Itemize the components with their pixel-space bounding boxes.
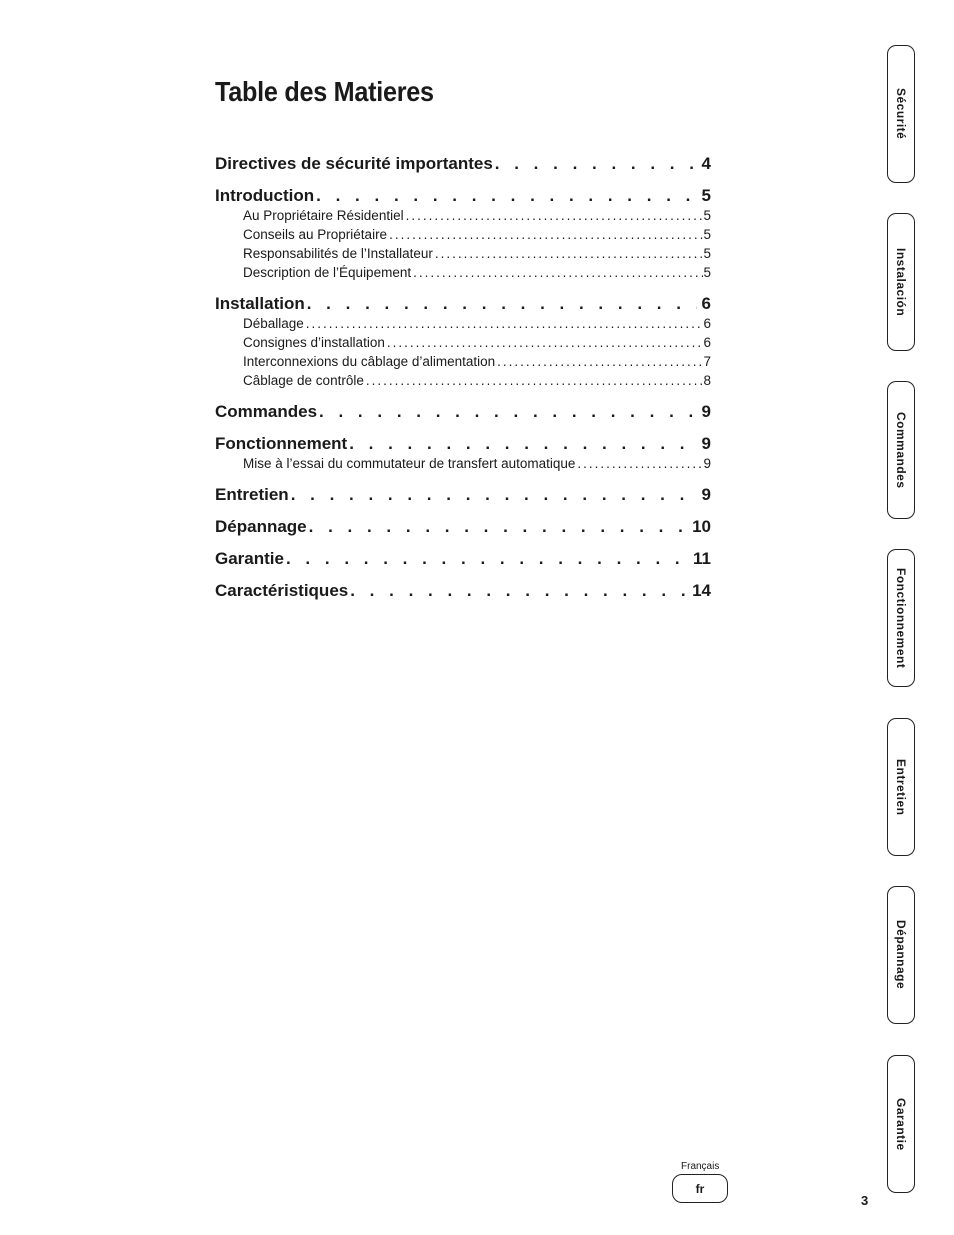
toc-entry-page: 6 <box>701 294 711 313</box>
toc-entry-label: Introduction <box>215 186 315 205</box>
dot-leader <box>307 517 692 537</box>
section-tab-label: Dépannage <box>894 920 908 990</box>
toc-section <box>215 402 711 422</box>
toc-entry[interactable] <box>215 402 711 422</box>
section-tab[interactable] <box>887 718 915 856</box>
toc-subentry[interactable] <box>243 225 711 244</box>
toc-entry[interactable] <box>215 434 711 454</box>
page-title: Table des Matieres <box>215 76 434 107</box>
section-tab-label: Commandes <box>894 411 908 489</box>
dot-leader <box>289 485 697 505</box>
toc-entry[interactable] <box>215 581 711 601</box>
toc-subentry-label: Au Propriétaire Résidentiel <box>243 208 404 223</box>
language-label: Français <box>681 1161 720 1172</box>
section-tab[interactable] <box>887 549 915 687</box>
toc-entry-label: Entretien <box>215 485 289 504</box>
language-code: fr <box>695 1181 705 1196</box>
toc-entry-page: 9 <box>701 434 711 453</box>
dot-leader <box>387 225 703 244</box>
toc-subentry-label: Mise à l’essai du commutateur de transfert automatique <box>243 456 576 471</box>
page-number: 3 <box>861 1193 869 1208</box>
toc-entry[interactable] <box>215 294 711 314</box>
toc-subentry[interactable] <box>243 454 711 473</box>
dot-leader <box>404 206 704 225</box>
dot-leader <box>433 244 704 263</box>
section-tab-label: Fonctionnement <box>894 567 908 669</box>
toc-entry[interactable] <box>215 517 711 537</box>
toc-entry-page: 5 <box>701 186 711 205</box>
dot-leader <box>304 314 704 333</box>
section-tab[interactable] <box>887 1055 915 1193</box>
section-tab-label: Garantie <box>894 1097 908 1151</box>
section-tab[interactable] <box>887 213 915 351</box>
toc-subentry-page: 5 <box>703 246 711 261</box>
section-tab[interactable] <box>887 886 915 1024</box>
toc-section <box>215 154 711 174</box>
toc-entry-label: Garantie <box>215 549 284 568</box>
dot-leader <box>284 549 693 569</box>
toc-subentry-label: Consignes d’installation <box>243 335 385 350</box>
toc-subentry[interactable] <box>243 352 711 371</box>
dot-leader <box>347 434 697 454</box>
toc-section <box>215 517 711 537</box>
language-badge <box>672 1174 728 1203</box>
toc-entry[interactable] <box>215 186 711 206</box>
toc-subentry[interactable] <box>243 314 711 333</box>
toc-subentry-label: Conseils au Propriétaire <box>243 227 388 242</box>
toc-subentry-page: 5 <box>703 265 711 280</box>
toc-subentry[interactable] <box>243 206 711 225</box>
toc-section <box>215 434 711 473</box>
toc-section <box>215 549 711 569</box>
toc-subentry-label: Description de l’Équipement <box>243 265 412 280</box>
table-of-contents <box>215 154 711 613</box>
toc-section <box>215 485 711 505</box>
section-tab-label: Entretien <box>894 758 908 816</box>
toc-subentry-page: 7 <box>703 354 711 369</box>
toc-entry[interactable] <box>215 485 711 505</box>
toc-subentry-label: Responsabilités de l’Installateur <box>243 246 433 261</box>
dot-leader <box>575 454 703 473</box>
toc-subentry-page: 9 <box>703 456 711 471</box>
dot-leader <box>317 402 697 422</box>
section-tab[interactable] <box>887 381 915 519</box>
toc-entry[interactable] <box>215 549 711 569</box>
toc-subentry[interactable] <box>243 333 711 352</box>
toc-entry-label: Installation <box>215 294 305 313</box>
dot-leader <box>348 581 692 601</box>
toc-entry-page: 9 <box>701 402 711 421</box>
dot-leader <box>495 352 703 371</box>
toc-subentry-page: 5 <box>703 208 711 223</box>
toc-entry-label: Fonctionnement <box>215 434 348 453</box>
toc-section <box>215 186 711 282</box>
toc-subentry-page: 5 <box>703 227 711 242</box>
dot-leader <box>411 263 703 282</box>
toc-subentry-page: 8 <box>703 373 711 388</box>
dot-leader <box>305 294 697 314</box>
dot-leader <box>364 371 704 390</box>
dot-leader <box>385 333 704 352</box>
section-tab[interactable] <box>887 45 915 183</box>
toc-subentry-page: 6 <box>703 335 711 350</box>
toc-entry-label: Caractéristiques <box>215 581 349 600</box>
toc-entry-label: Dépannage <box>215 517 307 536</box>
toc-section <box>215 294 711 390</box>
toc-entry-page: 10 <box>692 517 711 536</box>
dot-leader <box>493 154 697 174</box>
dot-leader <box>314 186 697 206</box>
toc-entry-page: 14 <box>692 581 711 600</box>
toc-entry[interactable] <box>215 154 711 174</box>
toc-entry-page: 9 <box>701 485 711 504</box>
toc-section <box>215 581 711 601</box>
section-tab-label: Instalación <box>894 247 908 317</box>
toc-subentry[interactable] <box>243 263 711 282</box>
toc-subentry-label: Câblage de contrôle <box>243 373 364 388</box>
toc-subentry[interactable] <box>243 371 711 390</box>
toc-entry-page: 4 <box>701 154 711 173</box>
toc-entry-label: Directives de sécurité importantes <box>215 154 493 173</box>
toc-subentry-page: 6 <box>703 316 711 331</box>
toc-entry-label: Commandes <box>215 402 318 421</box>
section-tab-label: Sécurité <box>894 88 908 140</box>
toc-entry-page: 11 <box>693 549 711 568</box>
toc-subentry-label: Interconnexions du câblage d’alimentation <box>243 354 496 369</box>
toc-subentry-label: Déballage <box>243 316 304 331</box>
toc-subentry[interactable] <box>243 244 711 263</box>
